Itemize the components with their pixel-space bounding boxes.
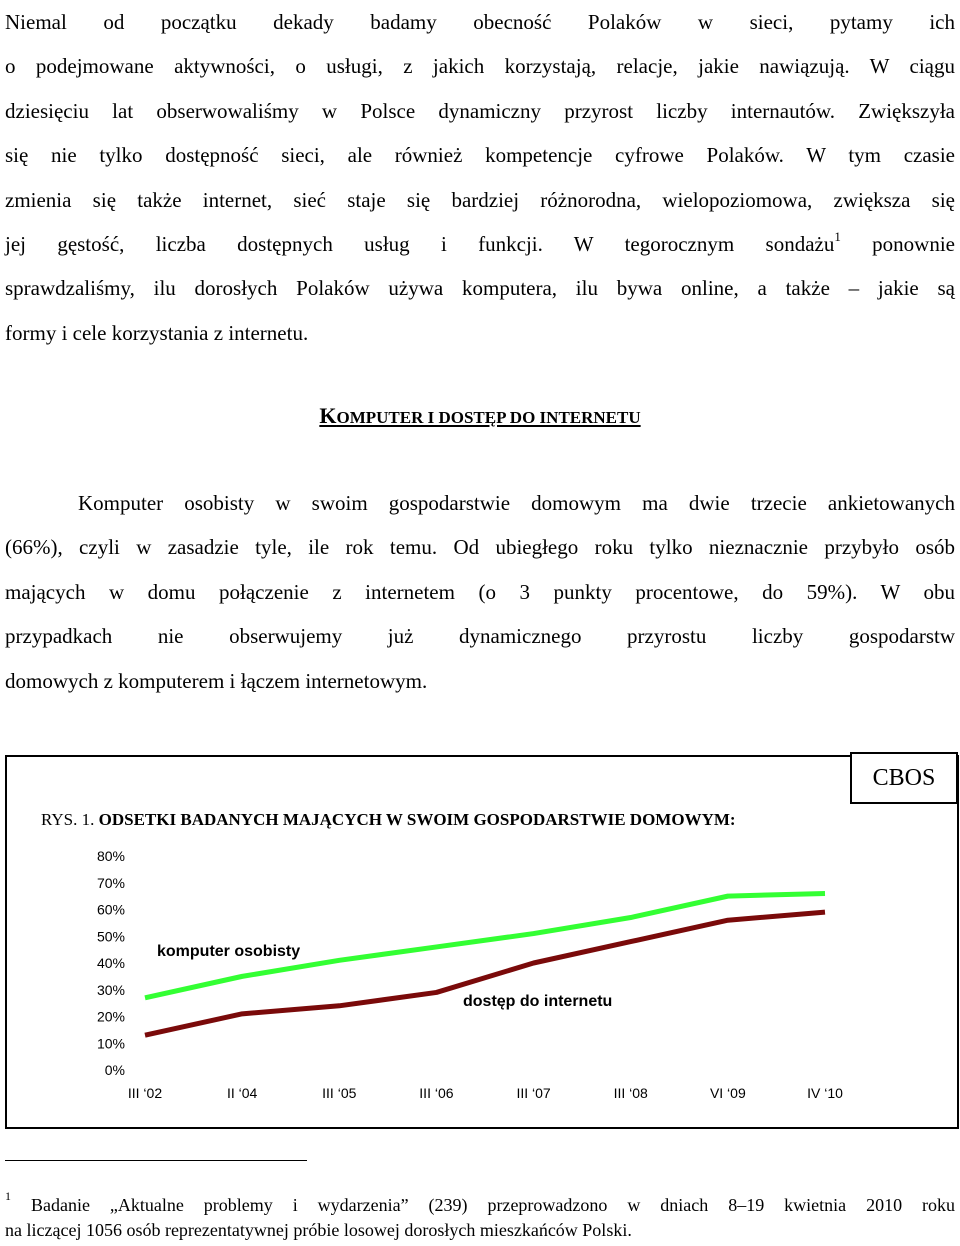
intro-line-6-text: jej gęstość, liczba dostępnych usług i funkcji. W tegorocznym sondażu <box>5 232 835 257</box>
intro-line-4: się nie tylko dostępność sieci, ale również kompetencje cyfrowe Polaków. W tym czasie <box>5 143 955 168</box>
figure-title-text: ODSETKI BADANYCH MAJĄCYCH W SWOIM GOSPODARSTWIE DOMOWYM: <box>98 810 736 829</box>
x-tick-label: II ‘04 <box>226 1085 258 1101</box>
line-chart <box>0 830 960 1120</box>
section-heading-rest: OMPUTER I DOSTĘP DO INTERNETU <box>336 408 641 427</box>
body-paragraph <box>5 481 955 703</box>
y-tick-label: 80% <box>96 848 125 864</box>
intro-line-3: dziesięciu lat obserwowaliśmy w Polsce dynamiczny przyrost liczby internautów. Zwiększyła <box>5 98 955 123</box>
figure-title-prefix: RYS. 1. <box>41 810 99 829</box>
footnote <box>5 1189 956 1243</box>
intro-line-7: sprawdzaliśmy, ilu dorosłych Polaków używa komputera, ilu bywa online, a także – jakie są <box>5 276 955 301</box>
body-line-3: mających w domu połączenie z internetem (o 3 punkty procentowe, do 59%). W obu <box>5 579 955 604</box>
series-label-2: dostęp do internetu <box>463 993 613 1010</box>
intro-line-8: formy i cele korzystania z internetu. <box>5 320 309 345</box>
x-tick-label: III ‘05 <box>322 1085 357 1101</box>
intro-line-5: zmienia się także internet, sieć staje się bardziej różnorodna, wielopoziomowa, zwiększa się <box>5 187 955 212</box>
section-heading-initial: K <box>319 403 337 428</box>
footnote-line-1 <box>5 1189 956 1218</box>
x-tick-label: III ‘06 <box>419 1085 454 1101</box>
y-tick-label: 30% <box>96 981 125 998</box>
section-heading <box>0 403 960 429</box>
y-tick-label: 10% <box>96 1035 125 1052</box>
intro-line-6-tail: ponownie <box>840 232 955 257</box>
body-line-5: domowych z komputerem i łączem internetowym. <box>5 668 428 693</box>
x-tick-label: IV ‘10 <box>807 1085 843 1101</box>
footnote-line-2: na liczącej 1056 osób reprezentatywnej próbie losowej dorosłych mieszkańców Polski. <box>5 1220 632 1240</box>
body-line-2: (66%), czyli w zasadzie tyle, ile rok temu. Od ubiegłego roku tylko nieznacznie przybyło osób <box>5 535 955 560</box>
intro-line-6 <box>5 222 955 266</box>
x-tick-label: III ‘07 <box>516 1085 551 1101</box>
footnote-reference[interactable]: 1 <box>834 229 841 245</box>
footnote-text-1: Badanie „Aktualne problemy i wydarzenia” (239) przeprowadzono w dniach 8–19 kwietnia 2010 roku <box>30 1195 956 1215</box>
cbos-badge: CBOS <box>850 752 958 804</box>
y-tick-label: 40% <box>96 955 125 971</box>
y-tick-label: 50% <box>96 928 125 945</box>
series-label-1: komputer osobisty <box>157 943 301 960</box>
x-tick-label: III ‘02 <box>127 1085 163 1101</box>
y-tick-label: 0% <box>104 1062 125 1078</box>
intro-line-2: o podejmowane aktywności, o usługi, z jakich korzystają, relacje, jakie nawiązują. W ciągu <box>5 54 955 79</box>
intro-paragraph <box>5 0 955 355</box>
y-tick-label: 60% <box>96 901 125 918</box>
x-tick-label: VI ‘09 <box>709 1085 746 1101</box>
x-tick-label: III ‘08 <box>613 1085 648 1101</box>
body-line-1: Komputer osobisty w swoim gospodarstwie domowym ma dwie trzecie ankietowanych <box>78 491 955 515</box>
y-tick-label: 20% <box>96 1008 125 1025</box>
footnote-number: 1 <box>5 1189 11 1203</box>
y-tick-label: 70% <box>96 874 125 891</box>
figure-title <box>41 810 736 830</box>
body-line-4: przypadkach nie obserwujemy już dynamicznego przyrostu liczby gospodarstw <box>5 624 955 649</box>
intro-line-1: Niemal od początku dekady badamy obecność Polaków w sieci, pytamy ich <box>5 10 955 34</box>
footnote-rule <box>5 1160 307 1161</box>
